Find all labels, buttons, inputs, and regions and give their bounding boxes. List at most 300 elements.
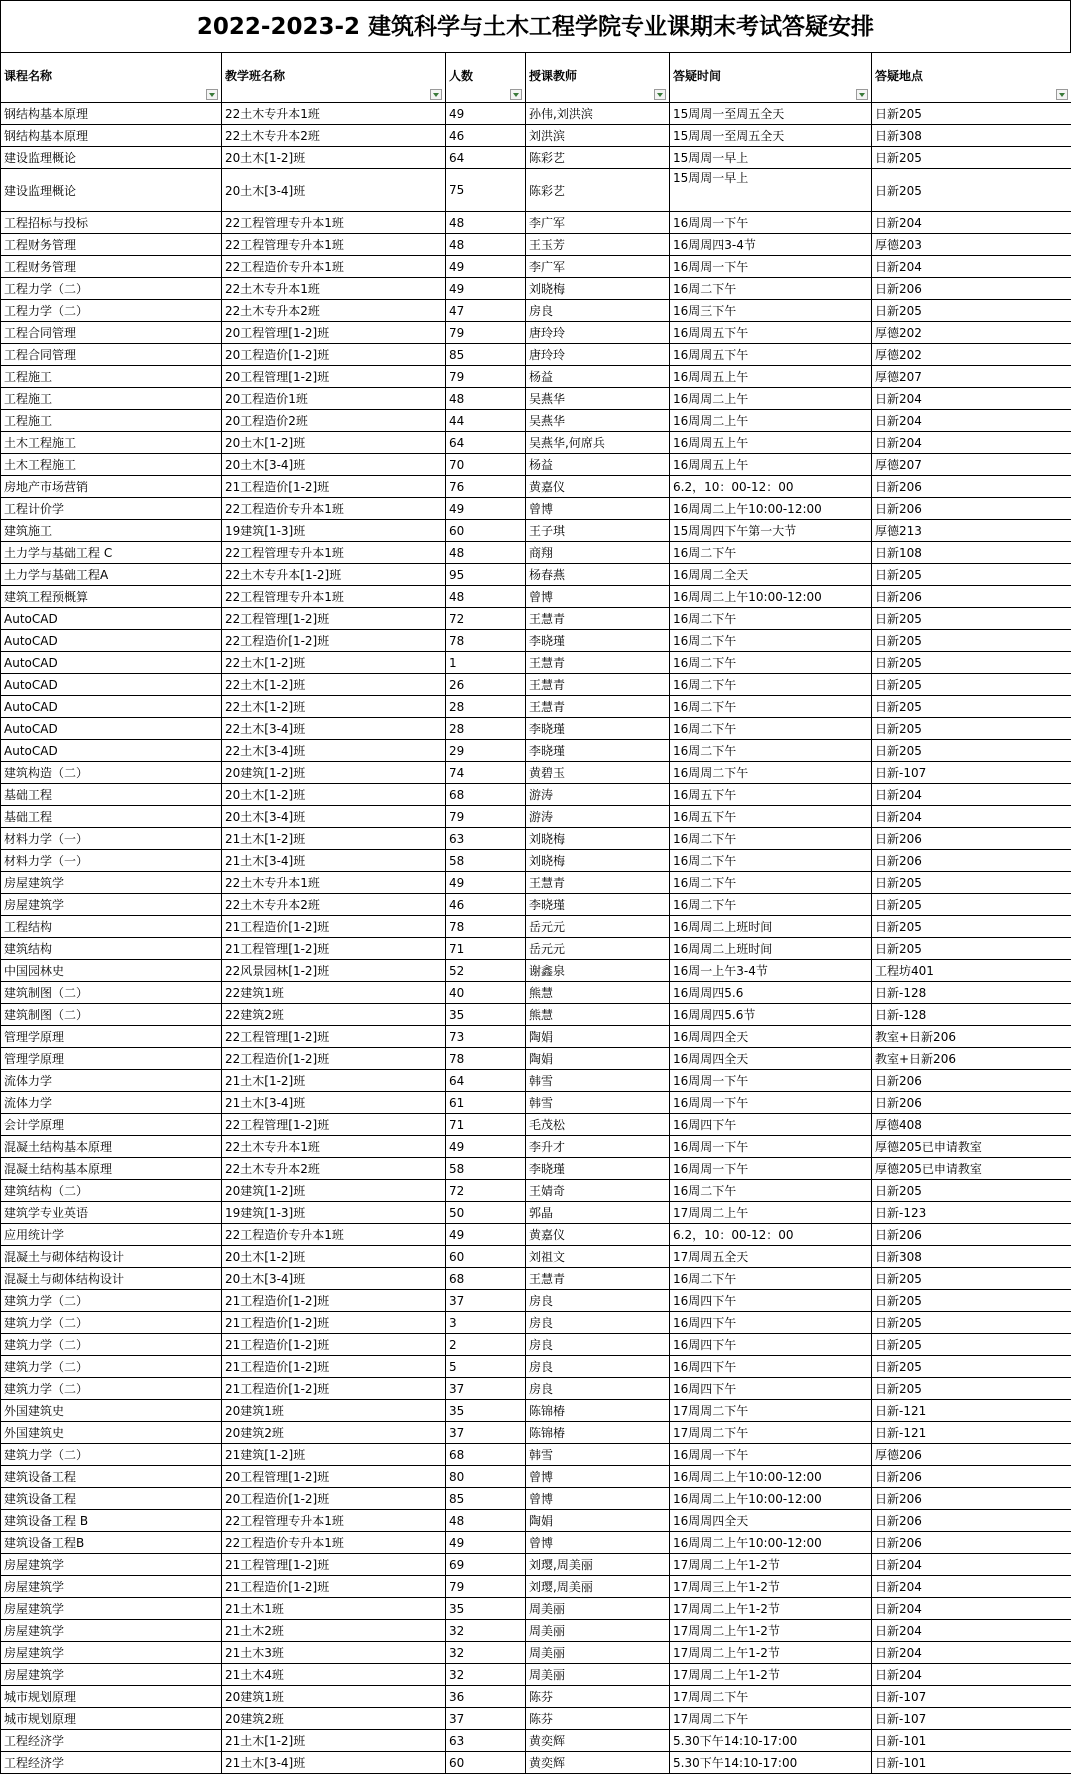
teacher-cell[interactable]: 李广军 <box>526 256 670 278</box>
teacher-cell[interactable]: 吴燕华 <box>526 388 670 410</box>
filter-dropdown-icon[interactable] <box>654 89 666 100</box>
class-cell[interactable]: 21工程造价[1-2]班 <box>222 1356 446 1378</box>
time-cell[interactable]: 16周周一下午 <box>670 1092 872 1114</box>
count-cell[interactable]: 35 <box>446 1598 526 1620</box>
location-cell[interactable]: 日新205 <box>872 652 1071 674</box>
count-cell[interactable]: 50 <box>446 1202 526 1224</box>
teacher-cell[interactable]: 王慧青 <box>526 608 670 630</box>
location-cell[interactable]: 日新205 <box>872 872 1071 894</box>
count-cell[interactable]: 63 <box>446 1730 526 1752</box>
class-cell[interactable]: 22土木[3-4]班 <box>222 740 446 762</box>
teacher-cell[interactable]: 李广军 <box>526 212 670 234</box>
teacher-cell[interactable]: 黄奕辉 <box>526 1752 670 1774</box>
course-cell[interactable]: 建设监理概论 <box>1 169 222 212</box>
location-cell[interactable]: 日新206 <box>872 828 1071 850</box>
location-cell[interactable]: 日新205 <box>872 1378 1071 1400</box>
count-cell[interactable]: 47 <box>446 300 526 322</box>
course-cell[interactable]: 工程计价学 <box>1 498 222 520</box>
class-cell[interactable]: 20建筑[1-2]班 <box>222 1180 446 1202</box>
location-cell[interactable]: 日新204 <box>872 432 1071 454</box>
course-cell[interactable]: 建筑力学（二） <box>1 1378 222 1400</box>
teacher-cell[interactable]: 毛茂松 <box>526 1114 670 1136</box>
time-cell[interactable]: 17周周二上午1-2节 <box>670 1664 872 1686</box>
count-cell[interactable]: 37 <box>446 1290 526 1312</box>
count-cell[interactable]: 48 <box>446 1510 526 1532</box>
teacher-cell[interactable]: 谢鑫泉 <box>526 960 670 982</box>
class-cell[interactable]: 22工程管理[1-2]班 <box>222 1026 446 1048</box>
teacher-cell[interactable]: 刘晓梅 <box>526 850 670 872</box>
location-cell[interactable]: 日新206 <box>872 1070 1071 1092</box>
class-cell[interactable]: 21土木[1-2]班 <box>222 1730 446 1752</box>
time-cell[interactable]: 16周周二上午10:00-12:00 <box>670 1488 872 1510</box>
course-cell[interactable]: 外国建筑史 <box>1 1422 222 1444</box>
count-cell[interactable]: 72 <box>446 1180 526 1202</box>
location-cell[interactable]: 日新206 <box>872 1488 1071 1510</box>
class-cell[interactable]: 20土木[3-4]班 <box>222 169 446 212</box>
class-cell[interactable]: 20土木[1-2]班 <box>222 784 446 806</box>
course-cell[interactable]: 房屋建筑学 <box>1 1620 222 1642</box>
count-cell[interactable]: 48 <box>446 586 526 608</box>
count-cell[interactable]: 69 <box>446 1554 526 1576</box>
location-cell[interactable]: 日新308 <box>872 125 1071 147</box>
class-cell[interactable]: 22土木专升本1班 <box>222 1136 446 1158</box>
time-cell[interactable]: 15周周一至周五全天 <box>670 103 872 125</box>
teacher-cell[interactable]: 曾博 <box>526 586 670 608</box>
time-cell[interactable]: 16周周二上午10:00-12:00 <box>670 498 872 520</box>
location-cell[interactable]: 教室+日新206 <box>872 1048 1071 1070</box>
time-cell[interactable]: 17周周二下午 <box>670 1686 872 1708</box>
time-cell[interactable]: 16周二下午 <box>670 894 872 916</box>
location-cell[interactable]: 日新206 <box>872 1224 1071 1246</box>
class-cell[interactable]: 20工程造价2班 <box>222 410 446 432</box>
count-cell[interactable]: 60 <box>446 1752 526 1774</box>
teacher-cell[interactable]: 王慧青 <box>526 1268 670 1290</box>
location-cell[interactable]: 日新205 <box>872 300 1071 322</box>
course-cell[interactable]: 建筑施工 <box>1 520 222 542</box>
class-cell[interactable]: 21土木3班 <box>222 1642 446 1664</box>
count-cell[interactable]: 72 <box>446 608 526 630</box>
course-cell[interactable]: AutoCAD <box>1 718 222 740</box>
time-cell[interactable]: 16周二下午 <box>670 828 872 850</box>
class-cell[interactable]: 20土木[1-2]班 <box>222 147 446 169</box>
count-cell[interactable]: 68 <box>446 1268 526 1290</box>
time-cell[interactable]: 5.30下午14:10-17:00 <box>670 1752 872 1774</box>
course-cell[interactable]: 工程财务管理 <box>1 234 222 256</box>
count-cell[interactable]: 1 <box>446 652 526 674</box>
class-cell[interactable]: 22工程造价[1-2]班 <box>222 630 446 652</box>
time-cell[interactable]: 16周周二全天 <box>670 564 872 586</box>
class-cell[interactable]: 22建筑2班 <box>222 1004 446 1026</box>
class-cell[interactable]: 22工程管理专升本1班 <box>222 212 446 234</box>
time-cell[interactable]: 16周周一下午 <box>670 1158 872 1180</box>
class-cell[interactable]: 22工程管理[1-2]班 <box>222 1114 446 1136</box>
location-cell[interactable]: 工程坊401 <box>872 960 1071 982</box>
time-cell[interactable]: 17周周二下午 <box>670 1422 872 1444</box>
location-cell[interactable]: 日新204 <box>872 212 1071 234</box>
count-cell[interactable]: 26 <box>446 674 526 696</box>
course-cell[interactable]: 材料力学（一） <box>1 828 222 850</box>
class-cell[interactable]: 20土木[1-2]班 <box>222 1246 446 1268</box>
teacher-cell[interactable]: 陶娟 <box>526 1026 670 1048</box>
course-cell[interactable]: 建筑构造（二） <box>1 762 222 784</box>
class-cell[interactable]: 20建筑2班 <box>222 1422 446 1444</box>
course-cell[interactable]: 混凝土与砌体结构设计 <box>1 1246 222 1268</box>
class-cell[interactable]: 22工程造价专升本1班 <box>222 498 446 520</box>
count-cell[interactable]: 71 <box>446 938 526 960</box>
location-cell[interactable]: 日新206 <box>872 476 1071 498</box>
course-cell[interactable]: 外国建筑史 <box>1 1400 222 1422</box>
course-cell[interactable]: 建筑设备工程 B <box>1 1510 222 1532</box>
location-cell[interactable]: 厚德202 <box>872 322 1071 344</box>
course-cell[interactable]: 城市规划原理 <box>1 1686 222 1708</box>
class-cell[interactable]: 19建筑[1-3]班 <box>222 520 446 542</box>
count-cell[interactable]: 5 <box>446 1356 526 1378</box>
count-cell[interactable]: 61 <box>446 1092 526 1114</box>
class-cell[interactable]: 22风景园林[1-2]班 <box>222 960 446 982</box>
time-cell[interactable]: 16周周四5.6节 <box>670 1004 872 1026</box>
location-cell[interactable]: 日新-107 <box>872 1708 1071 1730</box>
class-cell[interactable]: 21工程造价[1-2]班 <box>222 1576 446 1598</box>
count-cell[interactable]: 49 <box>446 256 526 278</box>
count-cell[interactable]: 46 <box>446 894 526 916</box>
location-cell[interactable]: 厚德205已申请教室 <box>872 1136 1071 1158</box>
time-cell[interactable]: 16周周四全天 <box>670 1510 872 1532</box>
time-cell[interactable]: 16周周四全天 <box>670 1048 872 1070</box>
course-cell[interactable]: 房屋建筑学 <box>1 1642 222 1664</box>
location-cell[interactable]: 日新204 <box>872 1576 1071 1598</box>
time-cell[interactable]: 15周周一早上 <box>670 169 872 212</box>
count-cell[interactable]: 70 <box>446 454 526 476</box>
time-cell[interactable]: 16周二下午 <box>670 850 872 872</box>
teacher-cell[interactable]: 刘璎,周美丽 <box>526 1554 670 1576</box>
count-cell[interactable]: 49 <box>446 498 526 520</box>
location-cell[interactable]: 日新108 <box>872 542 1071 564</box>
course-cell[interactable]: 流体力学 <box>1 1092 222 1114</box>
location-cell[interactable]: 日新206 <box>872 850 1071 872</box>
class-cell[interactable]: 22土木专升本2班 <box>222 1158 446 1180</box>
course-cell[interactable]: 管理学原理 <box>1 1048 222 1070</box>
course-cell[interactable]: 土力学与基础工程A <box>1 564 222 586</box>
teacher-cell[interactable]: 周美丽 <box>526 1598 670 1620</box>
count-cell[interactable]: 64 <box>446 432 526 454</box>
course-cell[interactable]: 工程经济学 <box>1 1752 222 1774</box>
teacher-cell[interactable]: 王玉芳 <box>526 234 670 256</box>
time-cell[interactable]: 16周二下午 <box>670 872 872 894</box>
course-cell[interactable]: 房屋建筑学 <box>1 1664 222 1686</box>
time-cell[interactable]: 17周周二上午1-2节 <box>670 1598 872 1620</box>
teacher-cell[interactable]: 唐玲玲 <box>526 322 670 344</box>
time-cell[interactable]: 16周二下午 <box>670 674 872 696</box>
location-cell[interactable]: 厚德206 <box>872 1444 1071 1466</box>
course-cell[interactable]: 土力学与基础工程 C <box>1 542 222 564</box>
course-cell[interactable]: 流体力学 <box>1 1070 222 1092</box>
time-cell[interactable]: 16周二下午 <box>670 542 872 564</box>
count-cell[interactable]: 71 <box>446 1114 526 1136</box>
course-cell[interactable]: 管理学原理 <box>1 1026 222 1048</box>
teacher-cell[interactable]: 孙伟,刘洪滨 <box>526 103 670 125</box>
course-cell[interactable]: 建筑工程预概算 <box>1 586 222 608</box>
course-cell[interactable]: AutoCAD <box>1 696 222 718</box>
location-cell[interactable]: 日新205 <box>872 740 1071 762</box>
location-cell[interactable]: 日新205 <box>872 630 1071 652</box>
time-cell[interactable]: 16周二下午 <box>670 1268 872 1290</box>
count-cell[interactable]: 36 <box>446 1686 526 1708</box>
class-cell[interactable]: 22建筑1班 <box>222 982 446 1004</box>
count-cell[interactable]: 76 <box>446 476 526 498</box>
teacher-cell[interactable]: 周美丽 <box>526 1642 670 1664</box>
class-cell[interactable]: 22工程管理[1-2]班 <box>222 608 446 630</box>
course-cell[interactable]: 建筑设备工程 <box>1 1488 222 1510</box>
course-cell[interactable]: 建筑设备工程B <box>1 1532 222 1554</box>
course-cell[interactable]: 建筑力学（二） <box>1 1312 222 1334</box>
teacher-cell[interactable]: 刘晓梅 <box>526 278 670 300</box>
class-cell[interactable]: 20建筑1班 <box>222 1400 446 1422</box>
course-cell[interactable]: 混凝土结构基本原理 <box>1 1136 222 1158</box>
time-cell[interactable]: 16周四下午 <box>670 1312 872 1334</box>
class-cell[interactable]: 21工程造价[1-2]班 <box>222 1378 446 1400</box>
location-cell[interactable]: 日新205 <box>872 103 1071 125</box>
class-cell[interactable]: 21工程造价[1-2]班 <box>222 1312 446 1334</box>
class-cell[interactable]: 22工程造价专升本1班 <box>222 1532 446 1554</box>
time-cell[interactable]: 16周四下午 <box>670 1334 872 1356</box>
class-cell[interactable]: 21工程管理[1-2]班 <box>222 1554 446 1576</box>
course-cell[interactable]: 建筑结构 <box>1 938 222 960</box>
teacher-cell[interactable]: 房良 <box>526 1378 670 1400</box>
teacher-cell[interactable]: 杨益 <box>526 454 670 476</box>
class-cell[interactable]: 22土木[1-2]班 <box>222 652 446 674</box>
class-cell[interactable]: 20工程管理[1-2]班 <box>222 322 446 344</box>
time-cell[interactable]: 16周周五上午 <box>670 432 872 454</box>
location-cell[interactable]: 日新205 <box>872 916 1071 938</box>
course-cell[interactable]: 建筑力学（二） <box>1 1334 222 1356</box>
teacher-cell[interactable]: 唐玲玲 <box>526 344 670 366</box>
time-cell[interactable]: 16周周一下午 <box>670 1136 872 1158</box>
teacher-cell[interactable]: 刘洪滨 <box>526 125 670 147</box>
class-cell[interactable]: 22土木专升本1班 <box>222 872 446 894</box>
course-cell[interactable]: AutoCAD <box>1 674 222 696</box>
class-cell[interactable]: 20土木[3-4]班 <box>222 454 446 476</box>
time-cell[interactable]: 16周四下午 <box>670 1114 872 1136</box>
location-cell[interactable]: 日新-128 <box>872 982 1071 1004</box>
location-cell[interactable]: 日新205 <box>872 1290 1071 1312</box>
course-cell[interactable]: 土木工程施工 <box>1 432 222 454</box>
count-cell[interactable]: 49 <box>446 872 526 894</box>
count-cell[interactable]: 49 <box>446 278 526 300</box>
count-cell[interactable]: 37 <box>446 1708 526 1730</box>
time-cell[interactable]: 16周四下午 <box>670 1378 872 1400</box>
time-cell[interactable]: 16周二下午 <box>670 608 872 630</box>
class-cell[interactable]: 22土木专升本2班 <box>222 300 446 322</box>
location-cell[interactable]: 日新205 <box>872 1356 1071 1378</box>
time-cell[interactable]: 16周周一下午 <box>670 212 872 234</box>
teacher-cell[interactable]: 刘祖文 <box>526 1246 670 1268</box>
time-cell[interactable]: 16周周一下午 <box>670 1444 872 1466</box>
location-cell[interactable]: 日新205 <box>872 718 1071 740</box>
location-cell[interactable]: 日新205 <box>872 696 1071 718</box>
time-cell[interactable]: 16周周五下午 <box>670 322 872 344</box>
teacher-cell[interactable]: 黄嘉仪 <box>526 476 670 498</box>
time-cell[interactable]: 16周周四3-4节 <box>670 234 872 256</box>
class-cell[interactable]: 20建筑1班 <box>222 1686 446 1708</box>
time-cell[interactable]: 16周二下午 <box>670 740 872 762</box>
class-cell[interactable]: 21工程造价[1-2]班 <box>222 1290 446 1312</box>
course-cell[interactable]: 房屋建筑学 <box>1 1576 222 1598</box>
teacher-cell[interactable]: 黄嘉仪 <box>526 1224 670 1246</box>
location-cell[interactable]: 日新204 <box>872 1598 1071 1620</box>
filter-dropdown-icon[interactable] <box>206 89 218 100</box>
location-cell[interactable]: 日新204 <box>872 388 1071 410</box>
filter-dropdown-icon[interactable] <box>856 89 868 100</box>
teacher-cell[interactable]: 王子琪 <box>526 520 670 542</box>
teacher-cell[interactable]: 李晓瑾 <box>526 1158 670 1180</box>
course-cell[interactable]: 基础工程 <box>1 784 222 806</box>
teacher-cell[interactable]: 熊慧 <box>526 982 670 1004</box>
course-cell[interactable]: 建筑力学（二） <box>1 1356 222 1378</box>
teacher-cell[interactable]: 陈锦椿 <box>526 1422 670 1444</box>
course-cell[interactable]: 建筑制图（二） <box>1 982 222 1004</box>
teacher-cell[interactable]: 李晓瑾 <box>526 740 670 762</box>
teacher-cell[interactable]: 王慧青 <box>526 652 670 674</box>
teacher-cell[interactable]: 岳元元 <box>526 938 670 960</box>
time-cell[interactable]: 17周周二上午 <box>670 1202 872 1224</box>
count-cell[interactable]: 32 <box>446 1620 526 1642</box>
course-cell[interactable]: 工程招标与投标 <box>1 212 222 234</box>
location-cell[interactable]: 日新205 <box>872 1180 1071 1202</box>
count-cell[interactable]: 64 <box>446 147 526 169</box>
count-cell[interactable]: 49 <box>446 103 526 125</box>
count-cell[interactable]: 3 <box>446 1312 526 1334</box>
class-cell[interactable]: 22工程造价专升本1班 <box>222 1224 446 1246</box>
filter-dropdown-icon[interactable] <box>510 89 522 100</box>
count-cell[interactable]: 52 <box>446 960 526 982</box>
count-cell[interactable]: 32 <box>446 1642 526 1664</box>
time-cell[interactable]: 15周周四下午第一大节 <box>670 520 872 542</box>
location-cell[interactable]: 日新205 <box>872 169 1071 212</box>
course-cell[interactable]: 材料力学（一） <box>1 850 222 872</box>
class-cell[interactable]: 21工程管理[1-2]班 <box>222 938 446 960</box>
location-cell[interactable]: 日新206 <box>872 1532 1071 1554</box>
count-cell[interactable]: 37 <box>446 1378 526 1400</box>
time-cell[interactable]: 16周周五下午 <box>670 344 872 366</box>
teacher-cell[interactable]: 韩雪 <box>526 1092 670 1114</box>
course-cell[interactable]: 会计学原理 <box>1 1114 222 1136</box>
class-cell[interactable]: 21土木[1-2]班 <box>222 1070 446 1092</box>
location-cell[interactable]: 厚德207 <box>872 454 1071 476</box>
course-cell[interactable]: 建筑力学（二） <box>1 1444 222 1466</box>
teacher-cell[interactable]: 陈彩艺 <box>526 147 670 169</box>
teacher-cell[interactable]: 黄奕辉 <box>526 1730 670 1752</box>
time-cell[interactable]: 16周周五上午 <box>670 454 872 476</box>
course-cell[interactable]: 混凝土结构基本原理 <box>1 1158 222 1180</box>
location-cell[interactable]: 日新205 <box>872 608 1071 630</box>
time-cell[interactable]: 17周周五全天 <box>670 1246 872 1268</box>
class-cell[interactable]: 20工程管理[1-2]班 <box>222 1466 446 1488</box>
location-cell[interactable]: 日新206 <box>872 1510 1071 1532</box>
count-cell[interactable]: 58 <box>446 850 526 872</box>
count-cell[interactable]: 32 <box>446 1664 526 1686</box>
location-cell[interactable]: 日新204 <box>872 1642 1071 1664</box>
count-cell[interactable]: 60 <box>446 520 526 542</box>
count-cell[interactable]: 75 <box>446 169 526 212</box>
course-cell[interactable]: 工程财务管理 <box>1 256 222 278</box>
class-cell[interactable]: 19建筑[1-3]班 <box>222 1202 446 1224</box>
class-cell[interactable]: 22工程造价专升本1班 <box>222 256 446 278</box>
count-cell[interactable]: 85 <box>446 1488 526 1510</box>
class-cell[interactable]: 22土木[1-2]班 <box>222 674 446 696</box>
time-cell[interactable]: 16周周二上午 <box>670 388 872 410</box>
location-cell[interactable]: 日新204 <box>872 1554 1071 1576</box>
count-cell[interactable]: 48 <box>446 388 526 410</box>
course-cell[interactable]: 工程施工 <box>1 366 222 388</box>
time-cell[interactable]: 16周周二上班时间 <box>670 916 872 938</box>
course-cell[interactable]: 工程力学（二） <box>1 300 222 322</box>
time-cell[interactable]: 16周周四5.6 <box>670 982 872 1004</box>
teacher-cell[interactable]: 王慧青 <box>526 872 670 894</box>
teacher-cell[interactable]: 陈芬 <box>526 1686 670 1708</box>
location-cell[interactable]: 日新205 <box>872 674 1071 696</box>
class-cell[interactable]: 22工程管理专升本1班 <box>222 1510 446 1532</box>
time-cell[interactable]: 16周四下午 <box>670 1356 872 1378</box>
time-cell[interactable]: 17周周二下午 <box>670 1708 872 1730</box>
teacher-cell[interactable]: 房良 <box>526 1334 670 1356</box>
count-cell[interactable]: 35 <box>446 1400 526 1422</box>
location-cell[interactable]: 教室+日新206 <box>872 1026 1071 1048</box>
count-cell[interactable]: 48 <box>446 212 526 234</box>
teacher-cell[interactable]: 李升才 <box>526 1136 670 1158</box>
teacher-cell[interactable]: 曾博 <box>526 498 670 520</box>
count-cell[interactable]: 58 <box>446 1158 526 1180</box>
location-cell[interactable]: 日新205 <box>872 938 1071 960</box>
teacher-cell[interactable]: 吴燕华 <box>526 410 670 432</box>
time-cell[interactable]: 16周一上午3-4节 <box>670 960 872 982</box>
location-cell[interactable]: 日新205 <box>872 564 1071 586</box>
teacher-cell[interactable]: 曾博 <box>526 1488 670 1510</box>
course-cell[interactable]: 建筑设备工程 <box>1 1466 222 1488</box>
class-cell[interactable]: 22工程造价[1-2]班 <box>222 1048 446 1070</box>
course-cell[interactable]: AutoCAD <box>1 630 222 652</box>
time-cell[interactable]: 16周二下午 <box>670 652 872 674</box>
course-cell[interactable]: 建筑学专业英语 <box>1 1202 222 1224</box>
class-cell[interactable]: 21土木[3-4]班 <box>222 1092 446 1114</box>
count-cell[interactable]: 28 <box>446 718 526 740</box>
course-cell[interactable]: 建设监理概论 <box>1 147 222 169</box>
course-cell[interactable]: 应用统计学 <box>1 1224 222 1246</box>
course-cell[interactable]: 建筑制图（二） <box>1 1004 222 1026</box>
count-cell[interactable]: 80 <box>446 1466 526 1488</box>
time-cell[interactable]: 17周周二下午 <box>670 1400 872 1422</box>
location-cell[interactable]: 日新204 <box>872 784 1071 806</box>
class-cell[interactable]: 20建筑2班 <box>222 1708 446 1730</box>
time-cell[interactable]: 17周周二上午1-2节 <box>670 1554 872 1576</box>
course-cell[interactable]: 工程合同管理 <box>1 322 222 344</box>
course-cell[interactable]: 工程力学（二） <box>1 278 222 300</box>
count-cell[interactable]: 49 <box>446 1136 526 1158</box>
count-cell[interactable]: 73 <box>446 1026 526 1048</box>
count-cell[interactable]: 49 <box>446 1224 526 1246</box>
count-cell[interactable]: 74 <box>446 762 526 784</box>
location-cell[interactable]: 厚德213 <box>872 520 1071 542</box>
time-cell[interactable]: 16周周二上午10:00-12:00 <box>670 586 872 608</box>
course-cell[interactable]: 混凝土与砌体结构设计 <box>1 1268 222 1290</box>
course-cell[interactable]: 房屋建筑学 <box>1 1554 222 1576</box>
location-cell[interactable]: 日新204 <box>872 410 1071 432</box>
course-cell[interactable]: 钢结构基本原理 <box>1 125 222 147</box>
teacher-cell[interactable]: 李晓瑾 <box>526 718 670 740</box>
course-cell[interactable]: 城市规划原理 <box>1 1708 222 1730</box>
course-cell[interactable]: AutoCAD <box>1 652 222 674</box>
time-cell[interactable]: 16周五下午 <box>670 806 872 828</box>
location-cell[interactable]: 日新-121 <box>872 1400 1071 1422</box>
